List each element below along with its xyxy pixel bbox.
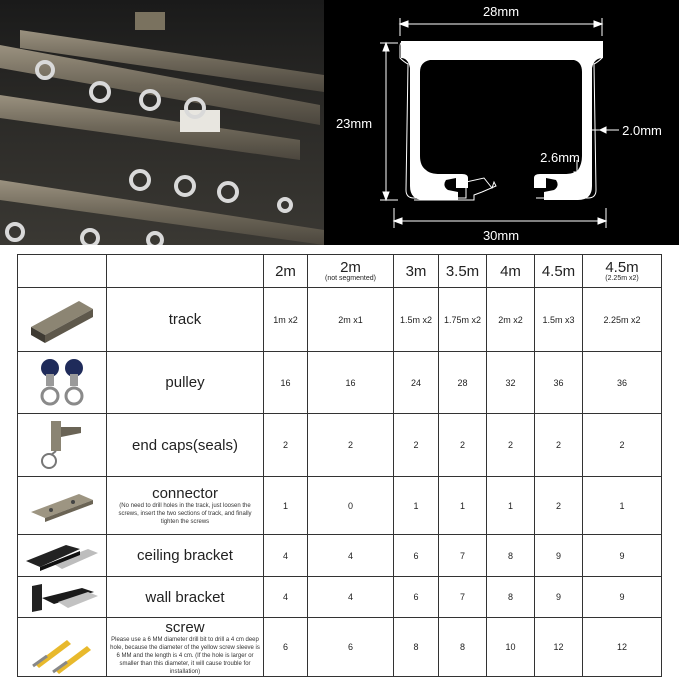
package-contents-table xyxy=(17,254,662,677)
row-name: pulley xyxy=(107,352,264,414)
table-cell: 6 xyxy=(394,535,439,577)
col-header: 3m xyxy=(394,255,439,288)
row-name: track xyxy=(107,288,264,352)
connector-icon xyxy=(18,477,107,535)
row-note: Please use a 6 MM diameter drill bit to drill a 4 cm deep hole, because the diameter of the yellow screw sleeve is 6 MM and the length is 4 cm. (If the hole is larger or smaller than this diameter, it will cause trouble for installation) xyxy=(110,636,260,675)
table-cell: 6 xyxy=(394,577,439,618)
table-cell: 2m x2 xyxy=(487,288,535,352)
table-cell: 4 xyxy=(264,535,308,577)
table-cell: 2 xyxy=(487,414,535,477)
table-cell: 36 xyxy=(535,352,583,414)
table-cell: 1 xyxy=(394,477,439,535)
table-cell: 2 xyxy=(535,414,583,477)
table-row xyxy=(18,352,662,414)
row-note: (No need to drill holes in the track, just loosen the screws, insert the two sections of track, and finally tighten the screws xyxy=(118,503,252,525)
table-row xyxy=(18,577,662,618)
table-cell: 2 xyxy=(308,414,394,477)
header-row xyxy=(18,255,662,288)
table-cell: 1.75m x2 xyxy=(439,288,487,352)
wall-bracket-icon xyxy=(18,577,107,618)
row-name: wall bracket xyxy=(107,577,264,618)
table-cell: 2 xyxy=(264,414,308,477)
table-cell: 9 xyxy=(535,535,583,577)
table-cell: 2.25m x2 xyxy=(583,288,662,352)
col-header: 4.5m xyxy=(535,255,583,288)
table-cell: 12 xyxy=(535,618,583,677)
table-cell: 6 xyxy=(308,618,394,677)
table-cell: 2 xyxy=(439,414,487,477)
table-cell: 2 xyxy=(583,414,662,477)
table-cell: 4 xyxy=(308,535,394,577)
table-cell: 2 xyxy=(394,414,439,477)
height-label: 23mm xyxy=(335,116,373,131)
table-row xyxy=(18,535,662,577)
row-name-cell xyxy=(107,477,264,535)
table-cell: 1.5m x2 xyxy=(394,288,439,352)
table-cell: 1m x2 xyxy=(264,288,308,352)
row-name: connector xyxy=(152,485,218,502)
table-cell: 2m x1 xyxy=(308,288,394,352)
lip-thickness-label: 2.6mm xyxy=(540,150,580,165)
col-header: 2m (not segmented) xyxy=(308,255,394,288)
table-cell: 10 xyxy=(487,618,535,677)
col-header: 4m xyxy=(487,255,535,288)
table-cell: 9 xyxy=(535,577,583,618)
ceiling-bracket-icon xyxy=(18,535,107,577)
row-name: ceiling bracket xyxy=(107,535,264,577)
table-cell: 36 xyxy=(583,352,662,414)
table-cell: 8 xyxy=(487,535,535,577)
col-header: 4.5m (2.25m x2) xyxy=(583,255,662,288)
wall-thickness-label: 2.0mm xyxy=(622,123,662,138)
table-cell: 8 xyxy=(394,618,439,677)
table-cell: 1 xyxy=(583,477,662,535)
table-cell: 12 xyxy=(583,618,662,677)
table-cell: 16 xyxy=(308,352,394,414)
table-cell: 7 xyxy=(439,577,487,618)
table-cell: 8 xyxy=(487,577,535,618)
table-cell: 1.5m x3 xyxy=(535,288,583,352)
end-cap-icon xyxy=(18,414,107,477)
row-name: end caps(seals) xyxy=(107,414,264,477)
header-blank-1 xyxy=(18,255,107,288)
table-row xyxy=(18,477,662,535)
product-photo xyxy=(0,0,324,245)
row-name: screw xyxy=(165,618,205,636)
table-cell: 4 xyxy=(308,577,394,618)
track-icon xyxy=(18,288,107,352)
table-cell: 32 xyxy=(487,352,535,414)
top-width-label: 28mm xyxy=(482,4,520,19)
col-header: 2m xyxy=(264,255,308,288)
table-cell: 8 xyxy=(439,618,487,677)
table-cell: 7 xyxy=(439,535,487,577)
col-header: 3.5m xyxy=(439,255,487,288)
bottom-width-label: 30mm xyxy=(482,228,520,243)
table-cell: 16 xyxy=(264,352,308,414)
table-cell: 0 xyxy=(308,477,394,535)
pulley-icon xyxy=(18,352,107,414)
table-cell: 9 xyxy=(583,535,662,577)
table-cell: 4 xyxy=(264,577,308,618)
track-profile-diagram xyxy=(324,0,679,245)
table-cell: 1 xyxy=(264,477,308,535)
table-cell: 28 xyxy=(439,352,487,414)
table-row xyxy=(18,288,662,352)
table-cell: 6 xyxy=(264,618,308,677)
table-cell: 1 xyxy=(439,477,487,535)
table-cell: 1 xyxy=(487,477,535,535)
header-blank-2 xyxy=(107,255,264,288)
table-cell: 24 xyxy=(394,352,439,414)
table-cell: 9 xyxy=(583,577,662,618)
table-cell: 2 xyxy=(535,477,583,535)
table-row xyxy=(18,414,662,477)
